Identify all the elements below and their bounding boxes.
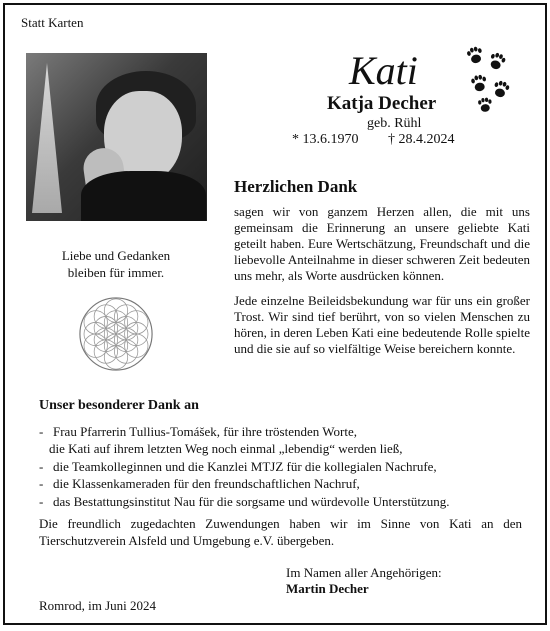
quote-line-2: bleiben für immer. — [67, 265, 165, 280]
birth-date: * 13.6.1970 — [292, 132, 359, 147]
special-thanks-list — [39, 423, 519, 510]
death-date: † 28.4.2024 — [388, 132, 455, 147]
photo-body — [81, 171, 206, 221]
obituary-card — [3, 3, 547, 625]
list-item: die Kati auf ihrem letzten Weg noch einmal „lebendig“ werden ließ, — [49, 441, 403, 457]
born-name: geb. Rühl — [367, 116, 422, 131]
portrait-photo — [26, 53, 207, 221]
list-item: - Frau Pfarrerin Tullius-Tomášek, für ihre tröstenden Worte, — [39, 423, 519, 440]
quote-line-1: Liebe und Gedanken — [61, 248, 171, 263]
call-name: Kati — [349, 48, 418, 93]
thanks-paragraph-2: Jede einzelne Beileidsbekundung war für uns ein großer Trost. Wir sind tief berührt, von so vielen Menschen zu hören, in deren Leben Kati eine bedeutende Rolle spielte und die sie auf so vielfältige Weise bereichern konnte. — [234, 293, 530, 356]
life-dates — [292, 132, 492, 148]
header-note: Statt Karten — [21, 15, 84, 30]
paw-prints-icon — [467, 45, 517, 113]
memorial-quote — [41, 247, 191, 281]
donation-note: Die freundlich zugedachten Zuwendungen haben wir im Sinne von Kati an den Tierschutzverein Alsfeld und Umgebung e.V. übergeben. — [39, 516, 522, 548]
photo-umbrella — [26, 63, 86, 213]
place-date: Romrod, im Juni 2024 — [39, 598, 157, 613]
thanks-heading: Herzlichen Dank — [234, 177, 358, 196]
flower-of-life-icon — [77, 295, 155, 373]
list-item: - die Teamkolleginnen und die Kanzlei MTJZ für die kollegialen Nachrufe, — [39, 458, 519, 475]
list-item: - das Bestattungsinstitut Nau für die sorgsame und würdevolle Unterstützung. — [39, 493, 519, 510]
full-name: Katja Decher — [327, 93, 437, 114]
on-behalf-label: Im Namen aller Angehörigen: — [286, 565, 442, 580]
thanks-paragraph-1: sagen wir von ganzem Herzen allen, die mit uns gemeinsam die Erinnerung an unsere geliebte Kati geteilt haben. Eure Wertschätzung, Freundschaft und die liebevolle Anteilnahme in dieser schweren Zeit bedeuten uns mehr, als Worte ausdrücken können. — [234, 204, 530, 283]
list-item: - die Klassenkameraden für den freundschaftlichen Nachruf, — [39, 475, 519, 492]
special-thanks-heading: Unser besonderer Dank an — [39, 398, 199, 413]
signer-name: Martin Decher — [286, 581, 369, 596]
